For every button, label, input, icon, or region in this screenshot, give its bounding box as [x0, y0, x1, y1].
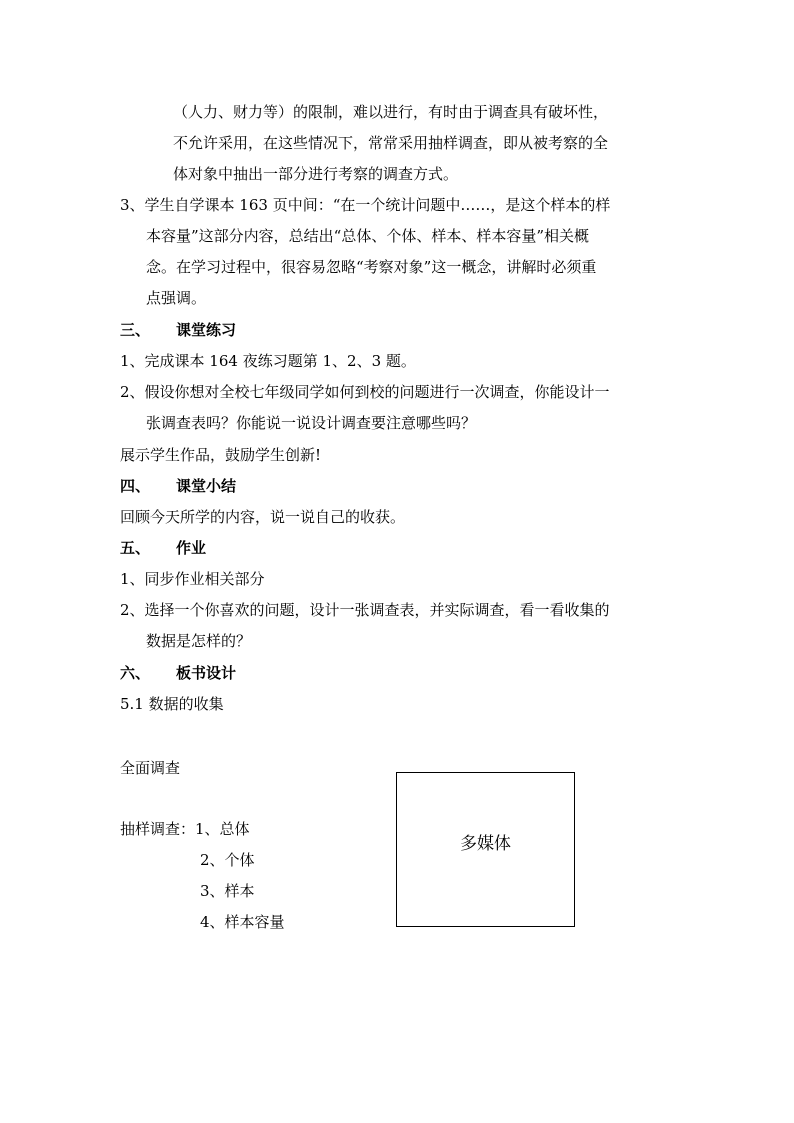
list-item: 2、选择一个你喜欢的问题，设计一张调查表，并实际调查，看一看收集的 [120, 601, 610, 619]
text-line: 数据是怎样的？ [146, 632, 252, 650]
text-line: 体对象中抽出一部分进行考察的调查方式。 [173, 165, 459, 183]
text-line: 3、学生自学课本 163 页中间：“在一个统计问题中……，是这个样本的样 [120, 196, 611, 214]
section-heading [120, 663, 236, 683]
section-number: 三、 [120, 321, 151, 339]
section-title: 作业 [176, 539, 207, 557]
text-line: 张调查表吗？你能说一说设计调查要注意哪些吗？ [146, 414, 477, 432]
section-heading [120, 538, 206, 558]
board-sample-label: 抽样调查： [120, 820, 196, 838]
section-number: 六、 [120, 664, 151, 682]
list-item: 2、假设你想对全校七年级同学如何到校的问题进行一次调查，你能设计一 [120, 383, 610, 401]
board-full-survey: 全面调查 [120, 759, 181, 777]
text-line: （人力、财力等）的限制，难以进行，有时由于调查具有破坏性， [173, 103, 609, 121]
text-line: 展示学生作品，鼓励学生创新! [120, 446, 322, 464]
board-item: 3、样本 [200, 882, 255, 900]
text-line: 点强调。 [146, 289, 207, 307]
board-item: 1、总体 [195, 820, 250, 838]
multimedia-label: 多媒体 [460, 834, 511, 854]
section-number: 四、 [120, 477, 151, 495]
section-title: 课堂练习 [176, 321, 237, 339]
section-number: 五、 [120, 539, 151, 557]
list-item: 1、完成课本 164 夜练习题第 1、2、3 题。 [120, 352, 416, 370]
list-item: 1、同步作业相关部分 [120, 570, 265, 588]
text-line: 回顾今天所学的内容，说一说自己的收获。 [120, 508, 406, 526]
board-item: 4、样本容量 [200, 913, 285, 931]
text-line: 本容量”这部分内容，总结出“总体、个体、样本、样本容量”相关概 [146, 227, 590, 245]
board-item: 2、个体 [200, 851, 255, 869]
section-heading [120, 320, 236, 340]
section-heading [120, 476, 236, 496]
section-title: 板书设计 [176, 664, 237, 682]
section-title: 课堂小结 [176, 477, 237, 495]
text-line: 不允许采用，在这些情况下，常常采用抽样调查，即从被考察的全 [173, 134, 609, 152]
multimedia-box [396, 772, 575, 927]
board-title: 5.1 数据的收集 [120, 695, 224, 713]
text-line: 念。在学习过程中，很容易忽略“考察对象”这一概念，讲解时必须重 [146, 258, 597, 276]
board-sample-survey [120, 819, 250, 839]
